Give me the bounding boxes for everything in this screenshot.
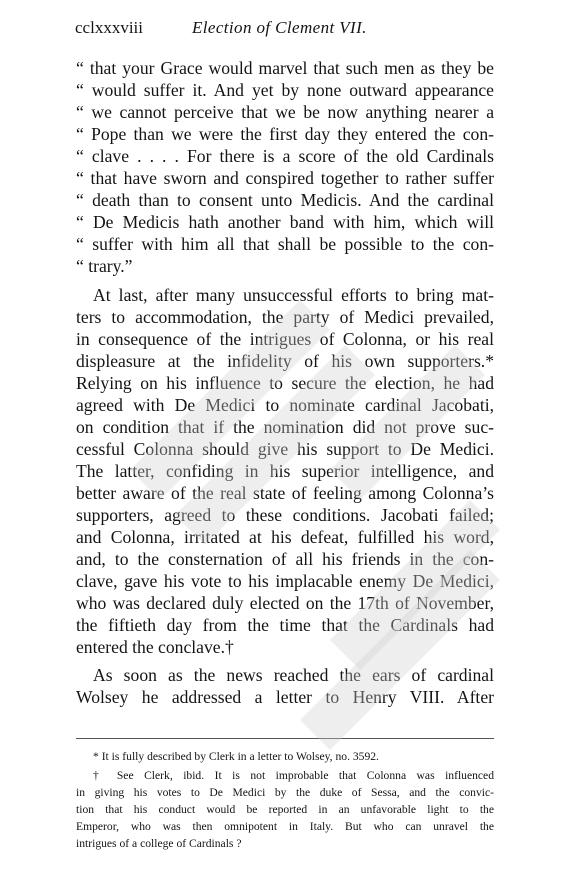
body-line: Wolsey he addressed a letter to Henry VIII. After	[76, 687, 494, 707]
body-line: the fiftieth day from the time that the Cardinals had	[76, 615, 494, 635]
footnote: † See Clerk, ibid. It is not improbable that Colonna was influenced	[93, 769, 494, 782]
body-line: “ suffer with him all that shall be possible to the con-	[76, 234, 494, 254]
body-line: on condition that if the nomination did not prove suc-	[76, 417, 494, 437]
body-line: entered the conclave.†	[76, 637, 234, 657]
body-line: who was declared duly elected on the 17th of November,	[76, 593, 494, 613]
footnote-line: in giving his votes to De Medici by the duke of Sessa, and the convic-	[76, 786, 494, 799]
body-line: “ would suffer it. And yet by none outward appearance	[76, 80, 494, 100]
body-line: “ clave . . . . For there is a score of the old Cardinals	[76, 146, 494, 166]
body-line: agreed with De Medici to nominate cardinal Jacobati,	[76, 395, 494, 415]
body-line: “ De Medicis hath another band with him, which will	[76, 212, 494, 232]
body-line: supporters, agreed to these conditions. Jacobati failed;	[76, 505, 494, 525]
footnote-line: tion that his conduct would be reported in an unfavorable light to the	[76, 803, 494, 816]
body-line: and Colonna, irritated at his defeat, fulfilled his word,	[76, 527, 494, 547]
footnote-line: Emperor, who was then omnipotent in Italy. But who can unravel the	[76, 820, 494, 833]
body-line: Relying on his influence to secure the election, he had	[76, 373, 494, 393]
body-line: better aware of the real state of feeling among Colonna’s	[76, 483, 494, 503]
body-line: “ death than to consent unto Medicis. And the cardinal	[76, 190, 494, 210]
paragraph-start: As soon as the news reached the ears of cardinal	[93, 665, 494, 685]
running-title: Election of Clement VII.	[192, 18, 367, 37]
body-line: cessful Colonna should give his support to De Medici.	[76, 439, 494, 459]
body-line: The latter, confiding in his superior intelligence, and	[76, 461, 494, 481]
body-line: “ that your Grace would marvel that such men as they be	[76, 58, 494, 78]
page-number: cclxxxviii	[75, 18, 143, 37]
footnote-line: intrigues of a college of Cardinals ?	[76, 837, 242, 850]
body-line: clave, gave his vote to his implacable enemy De Medici,	[76, 571, 494, 591]
paragraph-start: At last, after many unsuccessful efforts to bring mat-	[93, 285, 494, 305]
body-line: and, to the consternation of all his friends in the con-	[76, 549, 494, 569]
footnote: * It is fully described by Clerk in a letter to Wolsey, no. 3592.	[93, 750, 379, 763]
body-line: “ we cannot perceive that we be now anything nearer a	[76, 102, 494, 122]
body-line: “ Pope than we were the first day they entered the con-	[76, 124, 494, 144]
body-line: “ that have sworn and conspired together to rather suffer	[76, 168, 494, 188]
body-line: in consequence of the intrigues of Colonna, or his real	[76, 329, 494, 349]
body-line: displeasure at the infidelity of his own supporters.*	[76, 351, 494, 371]
footnote-rule	[76, 738, 494, 739]
body-line: ters to accommodation, the party of Medici prevailed,	[76, 307, 494, 327]
body-line: “ trary.”	[76, 256, 133, 276]
